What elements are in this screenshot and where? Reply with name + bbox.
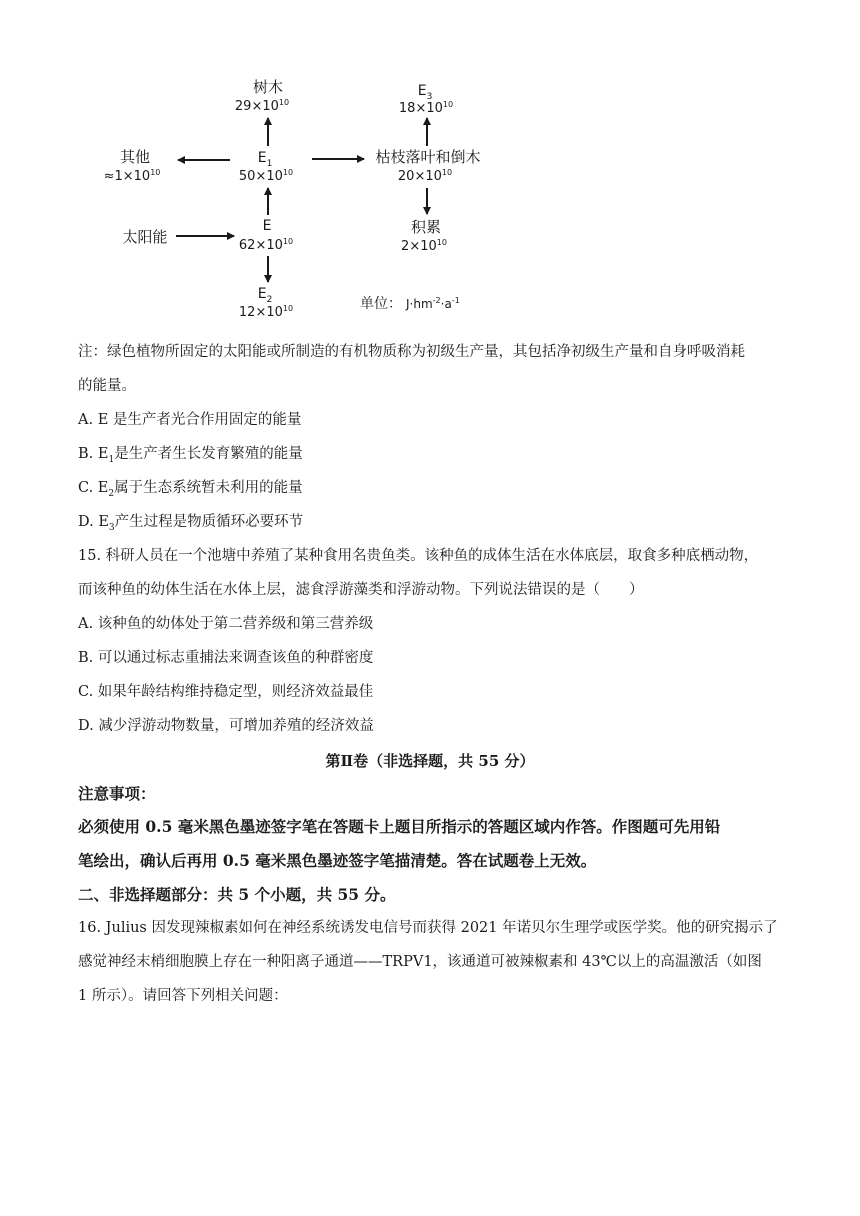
q15-option-c: C. 如果年龄结构维持稳定型，则经济效益最佳 <box>78 684 374 700</box>
q14-option-b: B. $E_1$是生产者生长发育繁殖的能量 <box>78 446 303 465</box>
node-accum-value: $2\times 10^{10}$ <box>401 238 447 254</box>
node-e1-value: $50\times 10^{10}$ <box>238 168 294 184</box>
q15-option-d: D. 减少浮游动物数量，可增加养殖的经济效益 <box>78 718 374 734</box>
q14-option-c: C. $E_2$属于生态系统暂未利用的能量 <box>78 480 303 499</box>
node-e2-name: $E_2$ <box>257 286 273 305</box>
unit-label: 单位： $J\cdot hm^{-2}\cdot a^{-1}$ <box>360 296 460 312</box>
node-e-name: E <box>262 218 272 234</box>
node-other-value: $\approx 1\times 10^{10}$ <box>103 168 161 184</box>
note-line-1: 注：绿色植物所固定的太阳能或所制造的有机物质称为初级生产量，其包括净初级生产量和自身呼吸消耗 <box>78 344 745 360</box>
note-line-2: 的能量。 <box>78 378 136 394</box>
node-sun-name: 太阳能 <box>122 228 168 246</box>
section-2-title: 第Ⅱ卷（非选择题，共 55 分） <box>325 752 535 770</box>
node-other-name: 其他 <box>119 148 151 166</box>
node-e3-value: $18\times 10^{10}$ <box>398 100 454 116</box>
q15-option-b: B. 可以通过标志重捕法来调查该鱼的种群密度 <box>78 650 374 666</box>
q14-option-a: A. E 是生产者光合作用固定的能量 <box>78 412 302 428</box>
node-accum-name: 积累 <box>410 218 442 236</box>
notice-line-1: 必须使用 0.5 毫米黑色墨迹签字笔在答题卡上题目所指示的答题区域内作答。作图题可先用铅 <box>78 817 721 836</box>
part-2-title: 二、非选择题部分：共 5 个小题，共 55 分。 <box>78 885 396 904</box>
node-tree-name: 树木 <box>252 78 284 96</box>
energy-flow-diagram <box>0 0 860 330</box>
q15-stem-line-1: 15. 科研人员在一个池塘中养殖了某种食用名贵鱼类。该种鱼的成体生活在水体底层，取食多种底栖动物， <box>78 548 759 564</box>
notice-line-2: 笔绘出，确认后再用 0.5 毫米黑色墨迹签字笔描清楚。答在试题卷上无效。 <box>78 851 597 870</box>
notice-title: 注意事项： <box>78 784 156 803</box>
q14-option-d: D. $E_3$产生过程是物质循环必要环节 <box>78 514 304 533</box>
node-e1-name: $E_1$ <box>257 150 273 169</box>
q16-line-2: 感觉神经末梢细胞膜上存在一种阳离子通道——TRPV1，该通道可被辣椒素和 43℃以上的高温激活（如图 <box>78 954 762 970</box>
node-tree-value: $29\times 10^{10}$ <box>234 98 290 114</box>
node-litter-name: 枯枝落叶和倒木 <box>375 148 481 166</box>
node-litter-value: $20\times 10^{10}$ <box>397 168 453 184</box>
q16-line-1: 16. Julius 因发现辣椒素如何在神经系统诱发电信号而获得 2021 年诺贝尔生理学或医学奖。他的研究揭示了 <box>78 920 778 936</box>
q15-stem-line-2: 而该种鱼的幼体生活在水体上层，滤食浮游藻类和浮游动物。下列说法错误的是（ ） <box>78 582 644 598</box>
q16-line-3: 1 所示）。请回答下列相关问题： <box>78 988 288 1004</box>
q15-option-a: A. 该种鱼的幼体处于第二营养级和第三营养级 <box>78 616 374 632</box>
node-e-value: $62\times 10^{10}$ <box>238 237 294 253</box>
node-e2-value: $12\times 10^{10}$ <box>238 304 294 320</box>
node-e3-name: $E_3$ <box>417 83 433 102</box>
